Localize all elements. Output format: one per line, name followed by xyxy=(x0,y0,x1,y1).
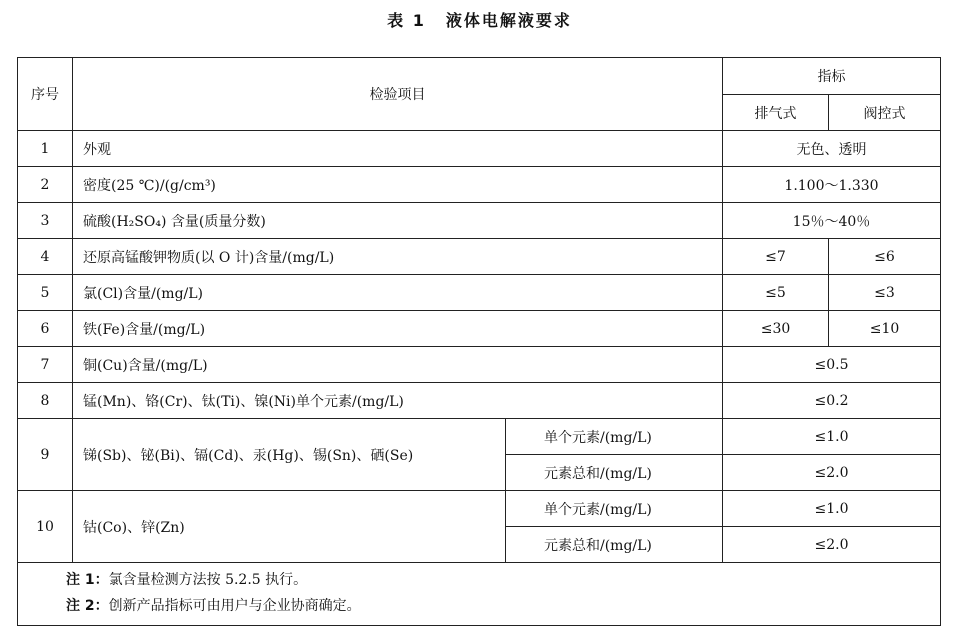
row-item: 铜(Cu)含量/(mg/L) xyxy=(73,347,723,383)
row-value: 1.100～1.330 xyxy=(723,167,941,203)
header-indicator: 指标 xyxy=(723,58,941,95)
row-value: ≤0.5 xyxy=(723,347,941,383)
row-valve-value: ≤10 xyxy=(829,311,941,347)
note-text: 氯含量检测方法按 5.2.5 执行。 xyxy=(108,572,308,588)
row-value: ≤2.0 xyxy=(723,527,941,563)
row-item: 还原高锰酸钾物质(以 O 计)含量/(mg/L) xyxy=(73,239,723,275)
header-item: 检验项目 xyxy=(73,58,723,131)
row-subitem: 元素总和/(mg/L) xyxy=(506,527,723,563)
row-item: 氯(Cl)含量/(mg/L) xyxy=(73,275,723,311)
row-number: 3 xyxy=(18,203,73,239)
header-vented: 排气式 xyxy=(723,95,829,131)
row-item: 钴(Co)、锌(Zn) xyxy=(73,491,506,563)
row-valve-value: ≤6 xyxy=(829,239,941,275)
table-notes xyxy=(18,563,941,626)
note-2 xyxy=(66,593,940,619)
table-row xyxy=(18,311,941,347)
row-number: 5 xyxy=(18,275,73,311)
row-subitem: 元素总和/(mg/L) xyxy=(506,455,723,491)
row-item: 硫酸(H₂SO₄) 含量(质量分数) xyxy=(73,203,723,239)
row-value: 无色、透明 xyxy=(723,131,941,167)
table-title xyxy=(0,8,959,31)
table-row xyxy=(18,203,941,239)
row-vented-value: ≤7 xyxy=(723,239,829,275)
row-subitem: 单个元素/(mg/L) xyxy=(506,419,723,455)
electrolyte-requirements-table xyxy=(17,57,941,626)
table-number: 表 1 xyxy=(387,11,426,30)
table-caption: 液体电解液要求 xyxy=(445,11,572,30)
row-value: ≤1.0 xyxy=(723,419,941,455)
row-value: ≤2.0 xyxy=(723,455,941,491)
row-number: 7 xyxy=(18,347,73,383)
row-number: 1 xyxy=(18,131,73,167)
table-row xyxy=(18,419,941,455)
note-text: 创新产品指标可由用户与企业协商确定。 xyxy=(108,598,361,614)
row-item: 外观 xyxy=(73,131,723,167)
header-seq: 序号 xyxy=(18,58,73,131)
row-number: 2 xyxy=(18,167,73,203)
row-value: ≤1.0 xyxy=(723,491,941,527)
note-label: 注 1： xyxy=(66,572,109,588)
header-row xyxy=(18,58,941,95)
table-row xyxy=(18,275,941,311)
row-number: 6 xyxy=(18,311,73,347)
row-number: 4 xyxy=(18,239,73,275)
row-vented-value: ≤5 xyxy=(723,275,829,311)
row-valve-value: ≤3 xyxy=(829,275,941,311)
table-row xyxy=(18,167,941,203)
table-row xyxy=(18,383,941,419)
row-number: 10 xyxy=(18,491,73,563)
row-value: ≤0.2 xyxy=(723,383,941,419)
table-row xyxy=(18,239,941,275)
row-item: 锰(Mn)、铬(Cr)、钛(Ti)、镍(Ni)单个元素/(mg/L) xyxy=(73,383,723,419)
header-valve: 阀控式 xyxy=(829,95,941,131)
table-row xyxy=(18,491,941,527)
row-vented-value: ≤30 xyxy=(723,311,829,347)
row-item: 密度(25 ℃)/(g/cm³) xyxy=(73,167,723,203)
note-1 xyxy=(66,567,940,593)
row-number: 8 xyxy=(18,383,73,419)
table-row xyxy=(18,347,941,383)
row-item: 锑(Sb)、铋(Bi)、镉(Cd)、汞(Hg)、锡(Sn)、硒(Se) xyxy=(73,419,506,491)
note-label: 注 2： xyxy=(66,598,109,614)
row-item: 铁(Fe)含量/(mg/L) xyxy=(73,311,723,347)
row-subitem: 单个元素/(mg/L) xyxy=(506,491,723,527)
row-number: 9 xyxy=(18,419,73,491)
row-value: 15％～40％ xyxy=(723,203,941,239)
notes-row xyxy=(18,563,941,626)
table-row xyxy=(18,131,941,167)
